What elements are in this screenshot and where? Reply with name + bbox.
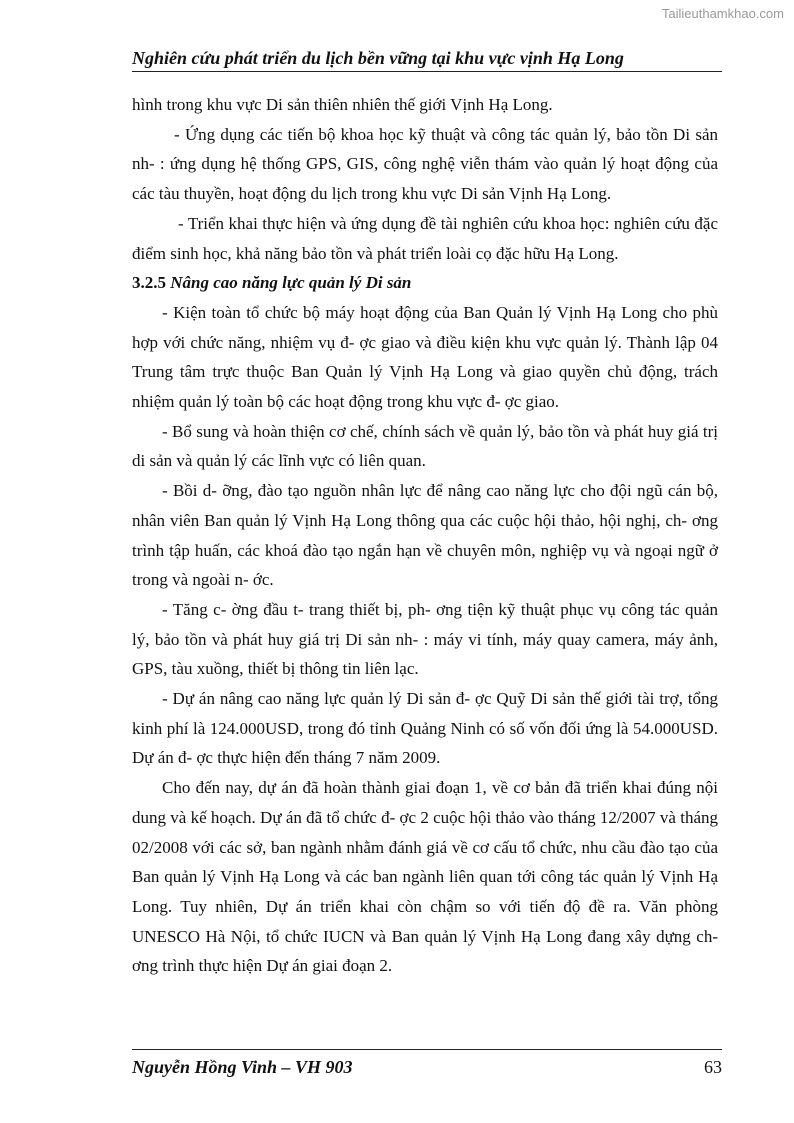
running-header: Nghiên cứu phát triển du lịch bền vững tại khu vực vịnh Hạ Long	[132, 48, 722, 72]
page-body	[132, 90, 718, 981]
section-heading	[132, 268, 718, 298]
paragraph-training: - Bồi d- ỡng, đào tạo nguồn nhân lực để nâng cao năng lực cho đội ngũ cán bộ, nhân viên Ban quản lý Vịnh Hạ Long thông qua các cuộc hội thảo, hội nghị, ch- ơng trình tập huấn, các khoá đào tạo ngắn hạn về chuyên môn, nghiệp vụ và ngoại ngữ ở trong và ngoài n- ớc.	[132, 481, 718, 590]
page-number: 63	[704, 1057, 722, 1077]
paragraph-technology: - Ứng dụng các tiến bộ khoa học kỹ thuật và công tác quản lý, bảo tồn Di sản nh- : ứng dụng hệ thống GPS, GIS, công nghệ viễn thám vào quản lý hoạt động của các tàu thuyền, hoạt động du lịch trong khu vực Di sản Vịnh Hạ Long.	[132, 124, 718, 204]
section-title: Nâng cao năng lực quản lý Di sản	[170, 273, 412, 293]
paragraph-organization: - Kiện toàn tổ chức bộ máy hoạt động của Ban Quản lý Vịnh Hạ Long cho phù hợp với chức năng, nhiệm vụ đ- ợc giao và điều kiện khu vực quản lý. Thành lập 04 Trung tâm trực thuộc Ban Quản lý Vịnh Hạ Long và giao quyền chủ động, trách nhiệm quản lý toàn bộ các hoạt động trong khu vực đ- ợc giao.	[132, 302, 718, 412]
paragraph-research: - Triển khai thực hiện và ứng dụng đề tài nghiên cứu khoa học: nghiên cứu đặc điểm sinh học, khả năng bảo tồn và phát triển loài cọ đặc hữu Hạ Long.	[132, 213, 718, 263]
paragraph-equipment: - Tăng c- ờng đầu t- trang thiết bị, ph- ơng tiện kỹ thuật phục vụ công tác quản lý, bảo tồn và phát huy giá trị Di sản nh- : máy vi tính, máy quay camera, máy ảnh, GPS, tàu xuồng, thiết bị thông tin liên lạc.	[132, 599, 718, 679]
paragraph-policy: - Bổ sung và hoàn thiện cơ chế, chính sách về quản lý, bảo tồn và phát huy giá trị di sản và quản lý các lĩnh vực có liên quan.	[132, 421, 718, 471]
footer-author: Nguyễn Hồng Vinh – VH 903	[132, 1057, 353, 1077]
paragraph-project: - Dự án nâng cao năng lực quản lý Di sản đ- ợc Quỹ Di sản thế giới tài trợ, tổng kinh phí là 124.000USD, trong đó tỉnh Quảng Ninh có số vốn đối ứng là 54.000USD. Dự án đ- ợc thực hiện đến tháng 7 năm 2009.	[132, 689, 718, 768]
section-number: 3.2.5	[132, 273, 166, 293]
page-footer	[132, 1049, 722, 1078]
watermark: Tailieuthamkhao.com	[661, 6, 784, 21]
paragraph-progress: Cho đến nay, dự án đã hoàn thành giai đoạn 1, về cơ bản đã triển khai đúng nội dung và kế hoạch. Dự án đã tổ chức đ- ợc 2 cuộc hội thảo vào tháng 12/2007 và tháng 02/2008 với các sở, ban ngành nhằm đánh giá về cơ cấu tổ chức, nhu cầu đào tạo của Ban quản lý Vịnh Hạ Long và các ban ngành liên quan tới công tác quản lý Vịnh Hạ Long. Tuy nhiên, Dự án triển khai còn chậm so với tiến độ đề ra. Văn phòng UNESCO Hà Nội, tổ chức IUCN và Ban quản lý Vịnh Hạ Long đang xây dựng ch- ơng trình thực hiện Dự án giai đoạn 2.	[132, 778, 718, 976]
paragraph-continuation: hình trong khu vực Di sản thiên nhiên thế giới Vịnh Hạ Long.	[132, 95, 553, 114]
